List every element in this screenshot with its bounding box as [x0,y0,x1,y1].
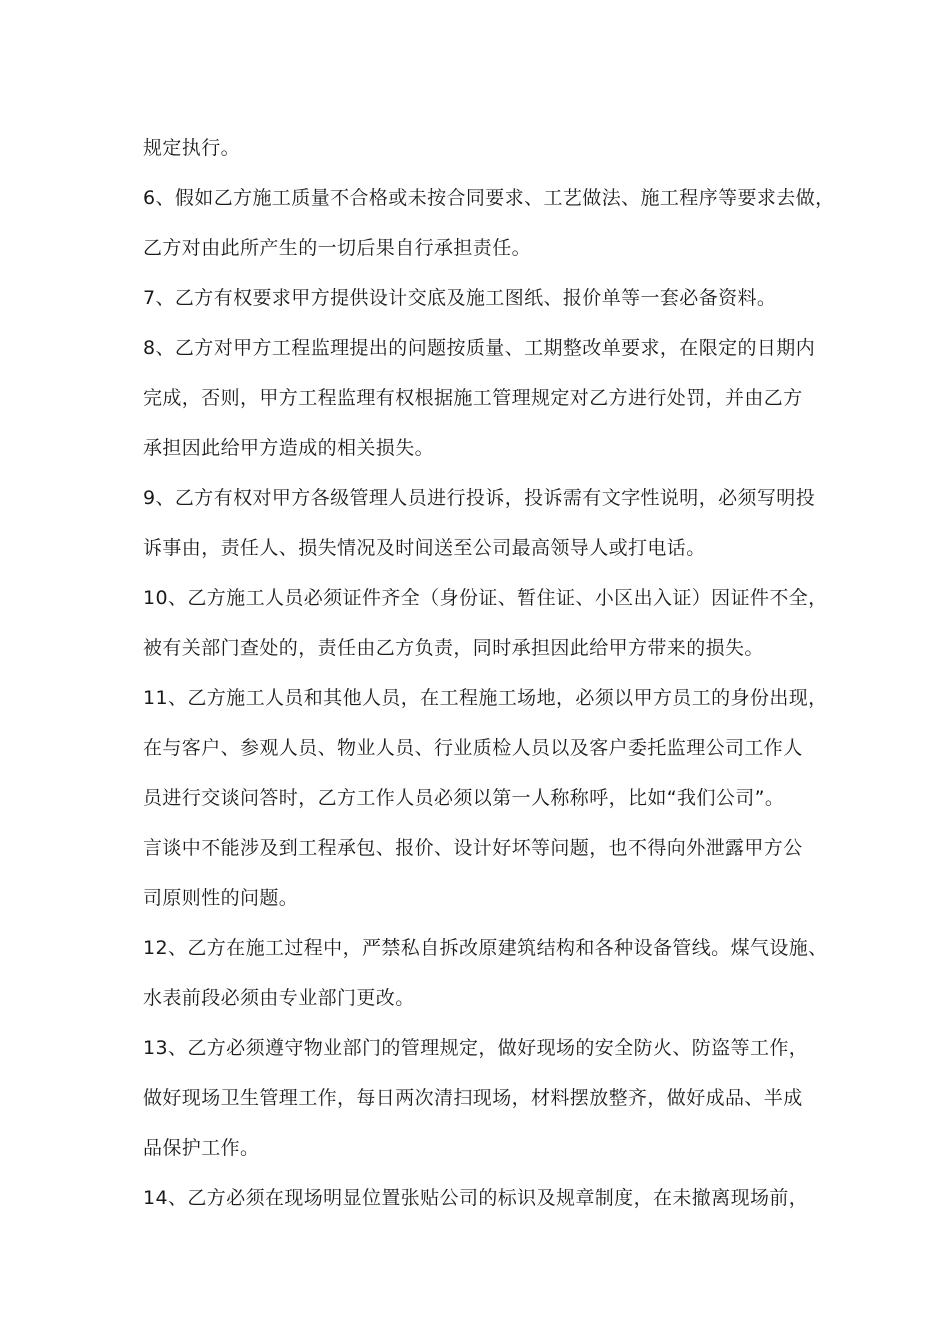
text-line: 乙方对由此所产生的一切后果自行承担责任。 [143,237,532,259]
text-line: 品保护工作。 [143,1137,260,1159]
text-line: 14、乙方必须在现场明显位置张贴公司的标识及规章制度，在未撤离现场前， [143,1187,809,1209]
text-line: 完成，否则，甲方工程监理有权根据施工管理规定对乙方进行处罚，并由乙方 [143,387,803,409]
text-line: 12、乙方在施工过程中，严禁私自拆改原建筑结构和各种设备管线。煤气设施、 [143,937,828,959]
text-line: 10、乙方施工人员必须证件齐全（身份证、暂住证、小区出入证）因证件不全， [143,587,828,609]
text-line: 承担因此给甲方造成的相关损失。 [143,437,435,459]
text-line: 做好现场卫生管理工作，每日两次清扫现场，材料摆放整齐，做好成品、半成 [143,1087,803,1109]
text-line: 7、乙方有权要求甲方提供设计交底及施工图纸、报价单等一套必备资料。 [143,287,777,309]
text-line: 11、乙方施工人员和其他人员，在工程施工场地，必须以甲方员工的身份出现， [143,687,828,709]
text-line: 水表前段必须由专业部门更改。 [143,987,415,1009]
text-line: 员进行交谈问答时，乙方工作人员必须以第一人称称呼，比如“我们公司”。 [143,787,785,809]
text-line: 在与客户、参观人员、物业人员、行业质检人员以及客户委托监理公司工作人 [143,737,803,759]
text-line: 诉事由，责任人、损失情况及时间送至公司最高领导人或打电话。 [143,537,706,559]
text-line: 8、乙方对甲方工程监理提出的问题按质量、工期整改单要求，在限定的日期内 [143,337,816,359]
text-line: 9、乙方有权对甲方各级管理人员进行投诉，投诉需有文字性说明，必须写明投 [143,487,816,509]
text-line: 言谈中不能涉及到工程承包、报价、设计好坏等问题，也不得向外泄露甲方公 [143,837,803,859]
text-line: 13、乙方必须遵守物业部门的管理规定，做好现场的安全防火、防盗等工作， [143,1037,809,1059]
text-line: 规定执行。 [143,137,241,159]
text-line: 被有关部门查处的，责任由乙方负责，同时承担因此给甲方带来的损失。 [143,637,764,659]
text-line: 司原则性的问题。 [143,887,299,909]
text-line: 6、假如乙方施工质量不合格或未按合同要求、工艺做法、施工程序等要求去做， [143,187,835,209]
